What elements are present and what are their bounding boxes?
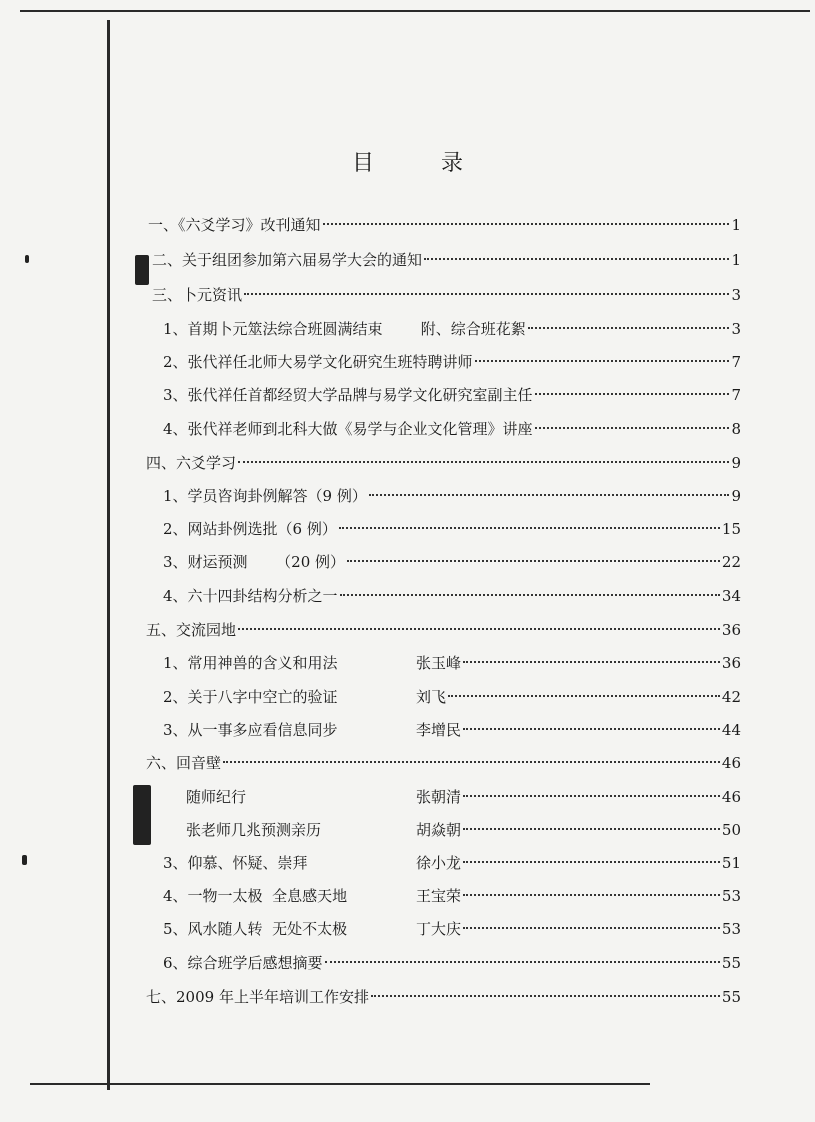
toc-page-number: 55 — [721, 954, 741, 972]
toc-entry-label: 5、风水随人转 无处不太极 — [163, 920, 348, 938]
toc-entry — [163, 384, 741, 406]
toc-entry — [163, 351, 741, 373]
toc-entry-label: 六、回音壁 — [146, 754, 222, 772]
toc-page-number: 15 — [721, 520, 741, 538]
toc-entry — [163, 952, 741, 974]
toc-entry — [186, 786, 741, 808]
toc-entry — [163, 852, 741, 874]
dot-leader — [463, 927, 720, 929]
toc-entry-label: 2、张代祥任北师大易学文化研究生班特聘讲师 — [163, 353, 473, 371]
toc-entry — [163, 719, 741, 741]
toc-entry-author: 王宝荣 — [416, 887, 462, 905]
toc-entry-label: 五、交流园地 — [146, 621, 237, 639]
toc-page-number: 53 — [721, 887, 741, 905]
toc-entry-label: 2、网站卦例选批（6 例） — [163, 520, 337, 538]
toc-entry-label: 4、六十四卦结构分析之一 — [163, 587, 338, 605]
dot-leader — [463, 728, 720, 730]
toc-entry-label: 1、常用神兽的含义和用法 — [163, 654, 338, 672]
toc-page-number: 7 — [731, 386, 741, 404]
page-title: 目 录 — [352, 151, 493, 176]
toc-entry-label: 1、首期卜元筮法综合班圆满结束 附、综合班花絮 — [163, 320, 526, 338]
toc-entry — [146, 986, 741, 1008]
toc-entry — [163, 551, 741, 573]
toc-entry-author: 张玉峰 — [416, 654, 462, 672]
toc-entry-label: 张老师几兆预测亲历 — [186, 821, 322, 839]
dot-leader — [244, 293, 729, 295]
toc-page-number: 9 — [731, 487, 741, 505]
toc-entry — [146, 452, 741, 474]
dot-leader — [325, 961, 720, 963]
toc-page-number: 55 — [721, 988, 741, 1006]
toc-entry-label: 一、《六爻学习》改刊通知 — [148, 216, 321, 234]
toc-page-number: 50 — [721, 821, 741, 839]
toc-page-number: 9 — [731, 454, 741, 472]
toc-entry-author: 张朝清 — [416, 788, 462, 806]
toc-entry-author: 胡焱朝 — [416, 821, 462, 839]
toc-entry-author: 李增民 — [416, 721, 462, 739]
toc-entry-label: 1、学员咨询卦例解答（9 例） — [163, 487, 367, 505]
toc-entry — [152, 284, 741, 306]
toc-entry-label: 4、张代祥老师到北科大做《易学与企业文化管理》讲座 — [163, 420, 533, 438]
dot-leader — [340, 594, 720, 596]
dot-leader — [535, 393, 730, 395]
toc-entry — [163, 518, 741, 540]
toc-page-number: 44 — [721, 721, 741, 739]
toc-entry-author: 徐小龙 — [416, 854, 462, 872]
toc-entry — [163, 585, 741, 607]
dot-leader — [463, 861, 720, 863]
dot-leader — [339, 527, 720, 529]
dot-leader — [475, 360, 730, 362]
toc-entry-label: 随师纪行 — [186, 788, 247, 806]
toc-entry — [163, 885, 741, 907]
toc-page-number: 22 — [721, 553, 741, 571]
dot-leader — [535, 427, 730, 429]
toc-entry — [146, 752, 741, 774]
toc-page-number: 3 — [731, 320, 741, 338]
toc-page-number: 34 — [721, 587, 741, 605]
toc-page-number: 46 — [721, 788, 741, 806]
toc-entry-label: 3、仰慕、怀疑、崇拜 — [163, 854, 308, 872]
dot-leader — [238, 461, 729, 463]
toc-entry-author: 刘飞 — [416, 688, 447, 706]
dot-leader — [238, 628, 720, 630]
toc-entry-label: 三、卜元资讯 — [152, 286, 243, 304]
toc-entry — [163, 918, 741, 940]
toc-entry-label: 2、关于八字中空亡的验证 — [163, 688, 338, 706]
dot-leader — [369, 494, 730, 496]
toc-entry-label: 6、综合班学后感想摘要 — [163, 954, 323, 972]
dot-leader — [347, 560, 720, 562]
toc-entry-label: 3、张代祥任首都经贸大学品牌与易学文化研究室副主任 — [163, 386, 533, 404]
dot-leader — [223, 761, 720, 763]
dot-leader — [463, 795, 720, 797]
toc-page-number: 53 — [721, 920, 741, 938]
toc-page-number: 1 — [731, 216, 741, 234]
toc-entry — [163, 485, 741, 507]
toc-entry — [163, 652, 741, 674]
toc-page-number: 3 — [731, 286, 741, 304]
toc-entry — [152, 249, 741, 271]
dot-leader — [371, 995, 720, 997]
toc-entry — [186, 819, 741, 841]
toc-page-number: 7 — [731, 353, 741, 371]
toc-entry-label: 4、一物一太极 全息感天地 — [163, 887, 348, 905]
toc-entry-label: 二、关于组团参加第六届易学大会的通知 — [152, 251, 423, 269]
toc-page-number: 36 — [721, 621, 741, 639]
toc-entry — [148, 214, 741, 236]
toc-page-number: 8 — [731, 420, 741, 438]
toc-entry-label: 四、六爻学习 — [146, 454, 237, 472]
toc-entry-label: 3、从一事多应看信息同步 — [163, 721, 338, 739]
toc-page-number: 42 — [721, 688, 741, 706]
toc-entry-label: 3、财运预测 （20 例） — [163, 553, 346, 571]
toc-entry — [146, 619, 741, 641]
toc-entry — [163, 686, 741, 708]
dot-leader — [463, 894, 720, 896]
dot-leader — [424, 258, 729, 260]
toc-page-number: 46 — [721, 754, 741, 772]
toc-entry — [163, 418, 741, 440]
toc-entry — [163, 318, 741, 340]
dot-leader — [463, 661, 720, 663]
toc-entry-author: 丁大庆 — [416, 920, 462, 938]
dot-leader — [323, 223, 730, 225]
toc-page-number: 51 — [721, 854, 741, 872]
toc-page-number: 1 — [731, 251, 741, 269]
dot-leader — [528, 327, 730, 329]
toc-entry-label: 七、2009 年上半年培训工作安排 — [146, 988, 369, 1006]
dot-leader — [448, 695, 720, 697]
toc-page-number: 36 — [721, 654, 741, 672]
dot-leader — [463, 828, 720, 830]
